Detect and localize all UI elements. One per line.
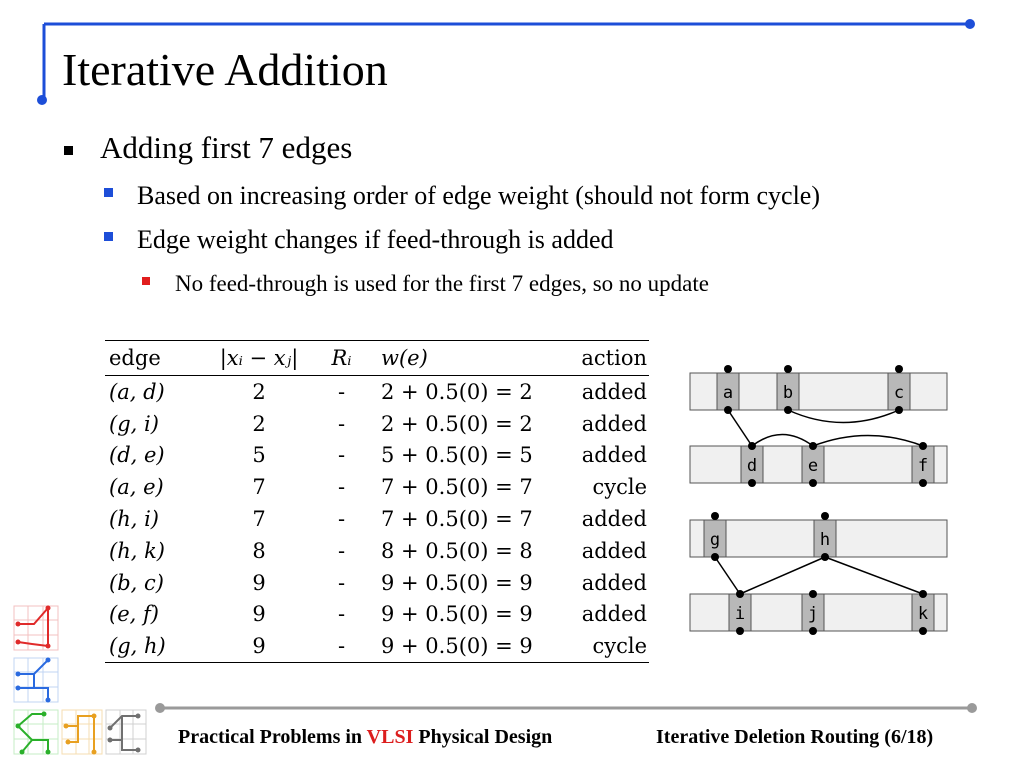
terminal-a-bottom — [724, 406, 732, 414]
terminal-e-top — [809, 442, 817, 450]
cell-r: - — [337, 570, 346, 595]
pin-label-a: a — [722, 383, 734, 403]
cell-distance: 9 — [252, 634, 266, 659]
cell-r: - — [337, 634, 346, 659]
table-row — [105, 630, 649, 662]
header-r: Rᵢ — [331, 346, 352, 370]
terminal-b-top — [784, 365, 792, 373]
cell-weight: 5 + 0.5(0) = 5 — [381, 443, 533, 468]
wire-b-c — [788, 410, 899, 423]
cell-weight: 9 + 0.5(0) = 9 — [381, 634, 533, 659]
cell-r: - — [337, 507, 346, 532]
pin-label-e: e — [807, 456, 819, 476]
table-header-row — [105, 341, 649, 376]
cell-weight: 7 + 0.5(0) = 7 — [381, 507, 533, 532]
terminal-k-top — [919, 590, 927, 598]
cell-r: - — [337, 379, 346, 404]
header-edge: edge — [109, 346, 161, 370]
cell-distance: 9 — [252, 602, 266, 627]
wire-h-k — [825, 557, 923, 594]
footer-course-title — [178, 726, 552, 749]
cell-action: added — [581, 411, 647, 436]
bullet-l1-marker — [64, 146, 73, 155]
pin-label-i: i — [734, 604, 746, 624]
terminal-d-top — [748, 442, 756, 450]
cell-edge: (g, h) — [109, 634, 166, 659]
cell-edge: (a, d) — [109, 379, 165, 404]
cell-weight: 9 + 0.5(0) = 9 — [381, 570, 533, 595]
cell-weight: 2 + 0.5(0) = 2 — [381, 411, 533, 436]
cell-distance: 2 — [252, 411, 266, 436]
bullet-l2b-text: Edge weight changes if feed-through is added — [137, 225, 614, 254]
cell-r: - — [337, 538, 346, 563]
bullet-l2a-marker — [104, 188, 113, 197]
terminal-i-bottom — [736, 627, 744, 635]
terminal-f-bottom — [919, 479, 927, 487]
wire-e-f — [813, 436, 923, 447]
wire-a-d — [728, 410, 752, 446]
footer-course-prefix: Practical Problems in — [178, 726, 367, 748]
cell-action: added — [581, 570, 647, 595]
slide-title: Iterative Addition — [62, 44, 388, 95]
terminal-b-bottom — [784, 406, 792, 414]
cell-action: added — [581, 379, 647, 404]
logo-gray-grid — [106, 710, 146, 754]
pin-label-f: f — [917, 456, 929, 476]
cell-distance: 8 — [252, 538, 266, 563]
terminal-h-bottom — [821, 553, 829, 561]
wire-g-i — [715, 557, 740, 594]
header-distance: |xᵢ − xⱼ| — [219, 346, 299, 370]
cell-r: - — [337, 443, 346, 468]
pin-label-j: j — [807, 604, 819, 624]
bullet-l2a-text: Based on increasing order of edge weight (should not form cycle) — [137, 181, 821, 210]
bullet-l3-marker — [142, 277, 150, 285]
edge-table — [105, 340, 649, 663]
terminal-c-bottom — [895, 406, 903, 414]
header-action: action — [581, 346, 647, 370]
frame-dot-left — [37, 95, 47, 105]
cell-edge: (d, e) — [109, 443, 165, 468]
logo-blue-grid — [14, 658, 58, 703]
cell-edge: (e, f) — [109, 602, 159, 627]
table-row — [105, 471, 649, 503]
cell-weight: 8 + 0.5(0) = 8 — [381, 538, 533, 563]
pin-label-g: g — [709, 530, 721, 550]
cell-weight: 9 + 0.5(0) = 9 — [381, 602, 533, 627]
wire-d-e — [752, 435, 813, 447]
cell-edge: (h, k) — [109, 538, 165, 563]
table-row — [105, 503, 649, 535]
table-row — [105, 376, 649, 408]
footer-course-highlight: VLSI — [366, 726, 414, 748]
logo-orange-grid — [62, 710, 102, 755]
terminal-d-bottom — [748, 479, 756, 487]
bullet-l2b-marker — [104, 232, 113, 241]
bullet-l3-text: No feed-through is used for the first 7 edges, so no update — [175, 271, 709, 296]
cell-weight: 7 + 0.5(0) = 7 — [381, 475, 533, 500]
cell-action: added — [581, 507, 647, 532]
cell-r: - — [337, 602, 346, 627]
cell-edge: (a, e) — [109, 475, 164, 500]
cell-distance: 7 — [252, 475, 266, 500]
cell-weight: 2 + 0.5(0) = 2 — [381, 379, 533, 404]
pin-label-c: c — [893, 383, 905, 403]
cell-distance: 2 — [252, 379, 266, 404]
logo-red-grid — [14, 606, 58, 651]
pin-label-b: b — [782, 383, 794, 403]
logo-green-grid — [14, 710, 58, 755]
terminal-g-top — [711, 512, 719, 520]
footer-course-suffix: Physical Design — [413, 726, 553, 748]
cell-action: added — [581, 602, 647, 627]
terminal-g-bottom — [711, 553, 719, 561]
cell-edge: (g, i) — [109, 411, 159, 436]
cell-action: cycle — [592, 475, 647, 500]
terminal-h-top — [821, 512, 829, 520]
footer-dot-right — [967, 703, 977, 713]
pin-label-h: h — [819, 530, 831, 550]
pin-label-d: d — [746, 456, 758, 476]
cell-r: - — [337, 475, 346, 500]
cell-action: added — [581, 443, 647, 468]
cell-edge: (h, i) — [109, 507, 159, 532]
footer-section-page: Iterative Deletion Routing (6/18) — [656, 726, 934, 748]
footer-dot-left — [155, 703, 165, 713]
cell-action: added — [581, 538, 647, 563]
terminal-j-bottom — [809, 627, 817, 635]
cell-distance: 5 — [252, 443, 266, 468]
wire-h-i — [740, 557, 825, 594]
terminal-e-bottom — [809, 479, 817, 487]
table-row — [105, 440, 649, 472]
terminal-a-top — [724, 365, 732, 373]
routing-logo — [8, 600, 148, 760]
frame-dot-right — [965, 19, 975, 29]
routing-wires — [715, 410, 923, 594]
routing-diagram — [680, 355, 955, 645]
terminal-j-top — [809, 590, 817, 598]
terminal-i-top — [736, 590, 744, 598]
header-weight: w(e) — [381, 346, 428, 370]
bullet-l1-text: Adding first 7 edges — [100, 130, 353, 165]
pin-label-k: k — [917, 604, 929, 624]
table-row — [105, 567, 649, 599]
table-row — [105, 599, 649, 631]
cell-distance: 9 — [252, 570, 266, 595]
table-row — [105, 535, 649, 567]
cell-edge: (b, c) — [109, 570, 164, 595]
cell-r: - — [337, 411, 346, 436]
table-row — [105, 408, 649, 440]
terminal-c-top — [895, 365, 903, 373]
cell-action: cycle — [592, 634, 647, 659]
terminal-f-top — [919, 442, 927, 450]
cell-distance: 7 — [252, 507, 266, 532]
terminal-k-bottom — [919, 627, 927, 635]
